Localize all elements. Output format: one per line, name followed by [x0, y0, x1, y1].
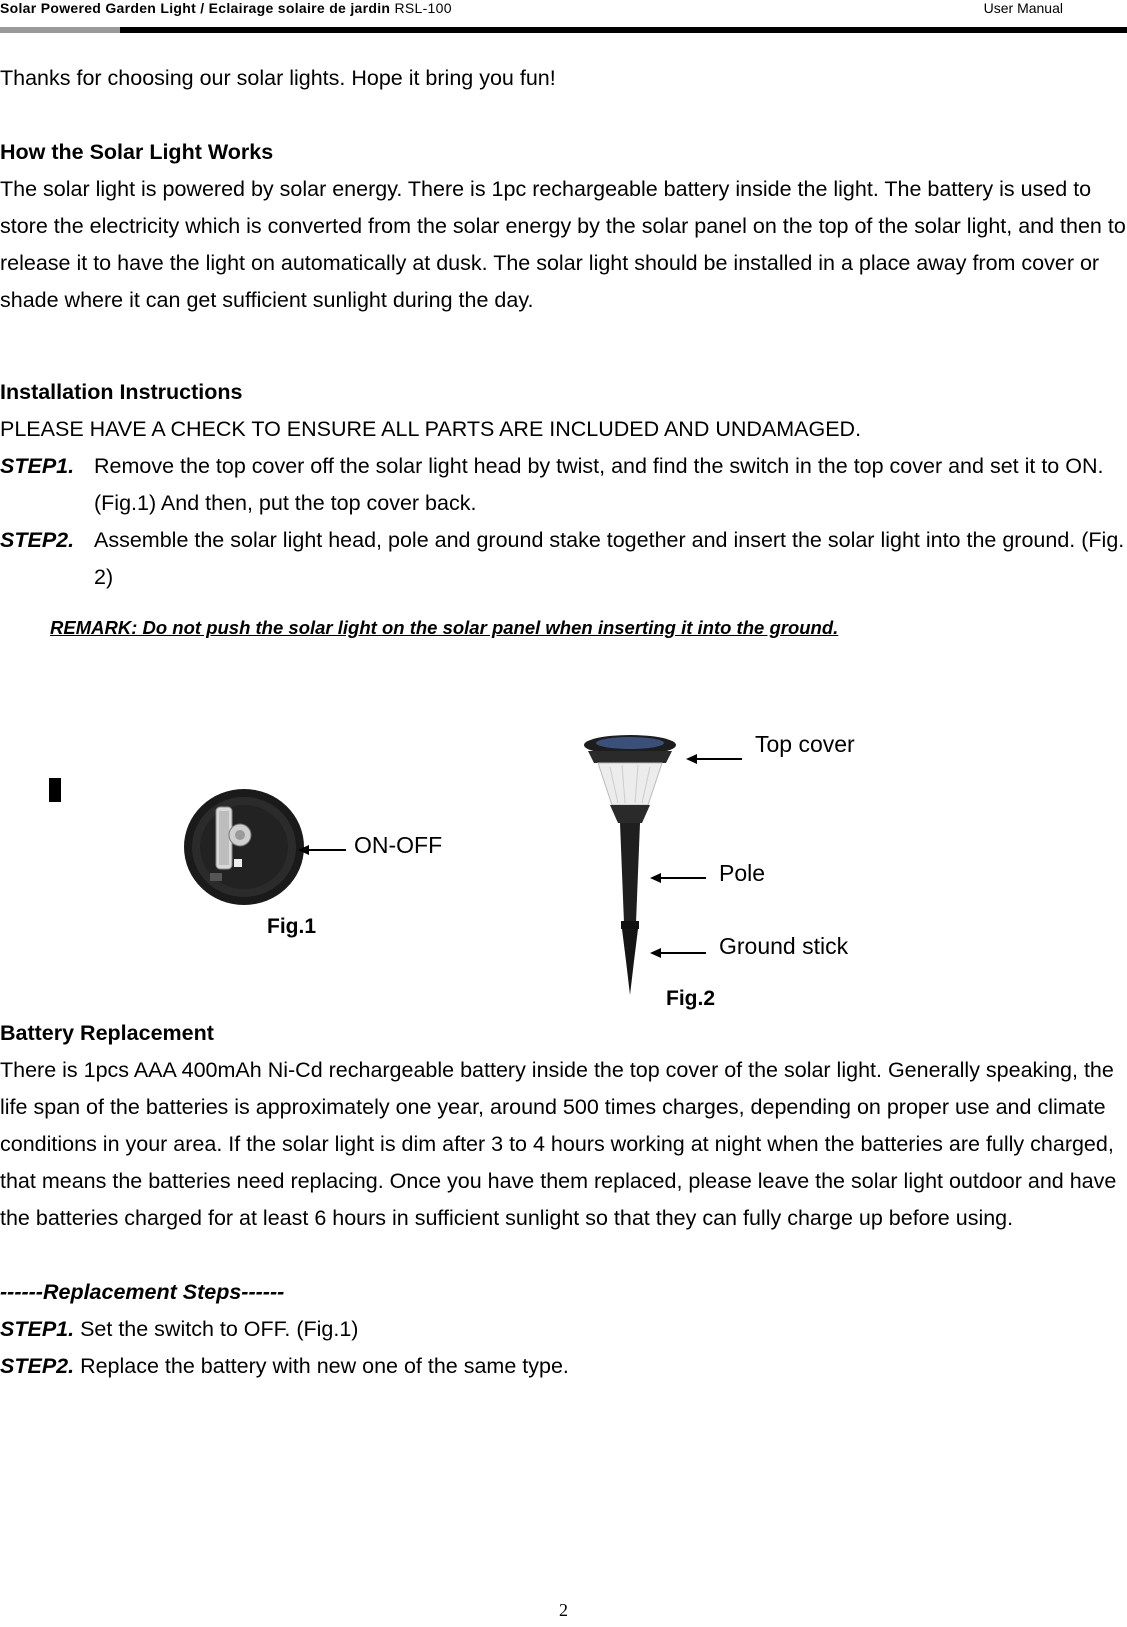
main-content	[0, 60, 1127, 646]
section-heading-battery: Battery Replacement	[0, 1021, 214, 1045]
replacement-steps-heading: ------Replacement Steps------	[0, 1280, 285, 1304]
step-label: STEP1.	[0, 1317, 75, 1341]
document-type: User Manual	[983, 0, 1063, 16]
step-text: Remove the top cover off the solar light head by twist, and find the switch in the top cover and set it to ON. (Fig.1) And then, put the top cover back.	[94, 454, 1104, 515]
header-rule-accent	[0, 27, 120, 33]
product-name: Solar Powered Garden Light / Eclairage solaire de jardin	[0, 0, 391, 16]
section-heading-installation: Installation Instructions	[0, 380, 243, 404]
header-title	[0, 0, 452, 16]
fig2-label: Fig.2	[666, 987, 716, 1010]
fig2-callout-ground-stick: Ground stick	[719, 933, 849, 959]
fig2-callout-top-cover: Top cover	[755, 731, 855, 757]
fig1-callout-on-off: ON-OFF	[354, 832, 443, 858]
fig1-label: Fig.1	[267, 915, 317, 938]
replacement-step-1	[0, 1311, 1127, 1348]
step-label: STEP2.	[0, 528, 75, 552]
fig2-callout-pole: Pole	[719, 860, 766, 886]
installation-step-1	[0, 448, 1127, 522]
bullet-marker	[49, 778, 61, 802]
header-rule	[120, 27, 1127, 33]
step-text: Set the switch to OFF. (Fig.1)	[80, 1317, 359, 1341]
installation-step-2	[0, 522, 1127, 596]
section-heading-how-it-works: How the Solar Light Works	[0, 140, 274, 164]
installation-check: PLEASE HAVE A CHECK TO ENSURE ALL PARTS ARE INCLUDED AND UNDAMAGED.	[0, 417, 862, 441]
model-number: RSL-100	[394, 0, 452, 16]
battery-body: There is 1pcs AAA 400mAh Ni-Cd rechargeable battery inside the top cover of the solar light. Generally speaking, the life span of the batteries is approximately one year, around 500 times charges, depending on proper use and climate conditions in your area. If the solar light is dim after 3 to 4 hours working at night when the batteries are fully charged, that means the batteries need replacing. Once you have them replaced, please leave the solar light outdoor and have the batteries charged for at least 6 hours in sufficient sunlight so that they can fully charge up before using.	[0, 1058, 1117, 1230]
fig2-arrow-pole	[650, 871, 706, 885]
intro-text: Thanks for choosing our solar lights. Hope it bring you fun!	[0, 66, 556, 90]
step-label: STEP2.	[0, 1354, 75, 1378]
figures-area	[0, 731, 1127, 1050]
step-text: Replace the battery with new one of the same type.	[80, 1354, 569, 1378]
how-it-works-body: The solar light is powered by solar energy. There is 1pc rechargeable battery inside the light. The battery is used to store the electricity which is converted from the solar energy by the solar panel on the top of the solar light, and then to release it to have the light on automatically at dusk. The solar light should be installed in a place away from cover or shade where it can get sufficient sunlight during the day.	[0, 177, 1126, 312]
page-number: 2	[559, 1600, 568, 1620]
replacement-step-2	[0, 1348, 1127, 1385]
page-header	[0, 0, 1127, 34]
battery-section	[0, 1015, 1127, 1385]
step-text: Assemble the solar light head, pole and ground stake together and insert the solar light into the ground. (Fig. 2)	[94, 528, 1125, 589]
remark-note: REMARK: Do not push the solar light on the solar panel when inserting it into the ground.	[50, 617, 839, 638]
fig2-arrow-top-cover	[686, 752, 742, 766]
fig2-arrow-ground-stick	[650, 946, 706, 960]
fig1-arrow	[298, 843, 346, 857]
step-label: STEP1.	[0, 454, 75, 478]
